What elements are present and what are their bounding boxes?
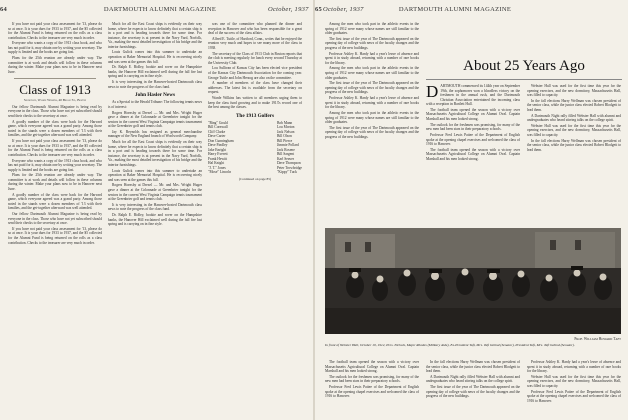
paragraph: Dr. Ralph E. Ridley, bookie and rover on the Hampshire banks, the Hanover Hill exclaimed well during the fall fire last spring and is carrying on in fine style. [108,213,202,227]
left-column-2 [108,22,202,228]
paragraph: Among the men who took part in the athletic events in the spring of 1912 were many whose names are still familiar to the older graduates. [325,110,419,125]
historic-photograph [325,228,621,334]
paragraph: Warde Wilkins has written to all members urging them to keep the class fund growing and to make 1913's record one of the best among the classes. [208,96,302,110]
list-item: Dave Thompson [276,161,301,166]
list-item: Bill Pierce [276,138,293,143]
list-item: Peter Trowbridge [276,165,302,170]
right-bottom-column-3 [527,360,621,418]
publication-title: DARTMOUTH ALUMNI MAGAZINE [398,6,512,13]
golfers-name-list [208,121,302,175]
paragraph: If you have not paid your class assessment for '13, please do so at once. It is your dues for 1933 to 1937, and the $5 collected for the Alumni Fund is being returned on the rolls as a class contribution. Checks to the treasurer are very much in order. [8,22,102,40]
list-item: Dave Carter [208,134,226,139]
publication-title: DARTMOUTH ALUMNI MAGAZINE [103,6,217,13]
list-item: Don Cunningham [208,138,234,143]
paragraph: Our fellow Dartmouth Alumni Magazine is being read by everyone in the class. Those who have not yet subscribed should send their checks to the secretary at once. [8,212,102,226]
class-secretary: Secretary, Warde Wilkins, 40 Broad St., Boston [23,98,87,103]
section-subheading: John Hasler News [135,92,175,99]
article-lead: DARTMOUTH commenced its 144th year on September 19th, the sophomores won a bloodless victory on the freshmen in the annual rush, and the Dartmouth Christian Association entertained the incoming class with a reception in Bartlett Hall. [426,84,520,107]
names-right-list [277,121,302,175]
list-item: Jack Rosene [276,147,295,152]
list-item: Hal Knight [208,161,225,166]
class-heading: Class of 1913 [19,82,91,98]
paragraph: A Dartmouth Night rally filled Webster Hall with alumni and undergraduates who heard stirring talks on the college spirit. [527,113,621,123]
divider [14,78,96,79]
list-item: "Bing" Gould [208,120,228,125]
article-title: About 25 Years Ago [463,58,585,74]
right-column-2 [426,84,520,222]
paragraph: The first issue of the year of The Dartmouth appeared on the opening day of college with news of the faculty changes and the progress of the new buildings. [426,385,520,399]
list-item: "Mose" Lincoln [208,170,231,175]
paragraph: Our fellow Dartmouth Alumni Magazine is being read by everyone in the class. Those who have not yet subscribed should send their checks to the secretary at once. [8,104,102,119]
list-item: Frank Hewitt [208,156,228,161]
paragraph: The first issue of the year of The Dartmouth appeared on the opening day of college with news of the faculty changes and the progress of the new buildings. [325,125,419,139]
page-number: 65 [315,6,323,13]
title-divider [426,79,622,80]
paragraph: The football team opened the season with a victory over Massachusetts Agricultural College on Alumni Oval. Captain Marshall and his men looked strong. [426,107,520,122]
issue-month: October, 1937 [268,6,309,13]
left-page [0,0,313,420]
paragraph: As a Special to the Herald Tribune: The following tennis news is of interest: [108,100,202,109]
paragraph: Lou Sullivan of Kansas City has been elected vice president of the Kansas City Dartmouth Association for the coming year. George Tuttle and John Herzog are also on the committee. [208,66,302,80]
paragraph: The football team opened the season with a victory over Massachusetts Agricultural College on Alumni Oval. Captain Marshall and his men looked strong. [325,360,419,374]
names-left-list [208,121,234,175]
list-item: Cliff Clarke [208,129,226,134]
paragraph: Much for all the East Coast ships is evidently on their way home, where he expects to know definitely that a certain ship is in a port and is heading towards there for some time. For instance, the secretary is at present in the Navy Yard, Norfolk, Va., making the most detailed investigation of his bridge and the interior furnishings. [108,22,202,49]
list-item: Karl Seaver [276,156,294,161]
paragraph: Rogers Hornsby at Drexel — Mr. and Mrs. Wright Huger gave a dinner at the Colonnade at Greenbrier tonight for the seniors in the current West Virginia Campaign tennis tournament at the Greenbrier golf and tennis club. [108,110,202,129]
paragraph: The outlook for the freshmen was promising, for many of the new men had been stars in their preparatory schools. [325,374,419,384]
photo-caption: In front of Webster Hall, October 10, 1912, Pres. Nichols, Major Rhodes (Military Aide), Ex-President Taft, Mrs. Taft behind (Senator), President Taft, Mrs. Taft behind (Senator). [325,343,575,347]
drop-cap: D [426,84,439,101]
paragraph: In the fall elections Harry Wellman was chosen president of the senior class, while the junior class elected Robert Blodgett to lead them. [527,98,621,112]
paragraph: Professor Ashley K. Hardy had a year's leave of absence and spent it in study abroad, returning with a number of rare books for the library. [527,360,621,374]
continued-note: (Continued on page 85) [238,176,272,181]
paragraph: Professor Fred Lewis Pattee of the Department of English spoke at the opening chapel exercises and welcomed the class of 1916 to Hanover. [325,385,419,399]
list-item: Bill Cornwall [208,125,228,130]
paragraph: The football team opened the season with a victory over Massachusetts Agricultural College on Alumni Oval. Captain Marshall and his men looked strong. [426,147,520,161]
list-item: Bill Olson [276,134,292,139]
paragraph: The secretary of the Class of 1913 Club in Boston reports that the club is meeting regularly for lunch every second Thursday at the University Club. [208,51,302,65]
paragraph: In the fall elections Harry Wellman was chosen president of the senior class, while the junior class elected Robert Blodgett to lead them. [426,360,520,374]
list-item: Jack Nelson [276,129,295,134]
paragraph: Professor Ashley K. Hardy had a year's leave of absence and spent it in study abroad, returning with a number of rare books for the library. [325,96,419,110]
paragraph: It is very interesting in the Hanover-hosted Dartmouth class news to note the progress of the class fund. [108,202,202,212]
list-item: "J. T." Jones [208,165,226,170]
paragraph: Much for all the East Coast ships is evidently on their way home, where he expects to know definitely that a certain ship is in a port and is heading towards there for some time. For instance, the secretary is at present in the Navy Yard, Norfolk, Va., making the most detailed investigation of his bridge and the interior furnishings. [108,140,202,167]
list-item: Dave Findley [208,143,228,148]
list-item: Lou Morton [276,125,295,130]
paragraph: Professor Ashley K. Hardy had a year's leave of absence and spent it in study abroad, returning with a number of rare books for the library. [325,51,419,65]
paragraph: was one of the committee who planned the dinner and reception in Hanover and who has been responsible for a great deal of the success of the class affairs. [208,22,302,36]
paragraph: Plans for the 25th reunion are already under way. The committee is at work and details will follow in these columns during the winter. Make your plans now to be in Hanover next June. [8,56,102,74]
paragraph: Louis Gulick comes into this summer to undertake an operation at Baker Memorial Hospital. He is recovering nicely and was seen at the games this fall. [108,168,202,182]
paragraph: A goodly number of the class were back for the Harvard game, which everyone agreed was a grand party. Among those noted in the stands were a dozen members of '13 with their families, and the get-together afterward was well attended. [8,192,102,211]
left-column-3 [208,22,302,181]
right-column-1 [325,22,419,222]
issue-month: October, 1937 [323,6,364,13]
list-item: Harry Everett [208,152,228,157]
crowd-photo-image [325,228,621,334]
names-list-title: The 1913 Golfers [235,112,275,119]
right-bottom-column-1 [325,360,419,418]
right-page [315,0,628,420]
paragraph: Professor Fred Lewis Pattee of the Department of English spoke at the opening chapel exercises and welcomed the class of 1916 to Hanover. [527,389,621,403]
paragraph: In the fall elections Harry Wellman was chosen president of the senior class, while the junior class elected Robert Blodgett to lead them. [527,138,621,152]
paragraph: A Dartmouth Night rally filled Webster Hall with alumni and undergraduates who heard stirring talks on the college spirit. [426,374,520,384]
paragraph: Everyone who wants a copy of the 1913 class book, and who has not paid for it, may obtain one by writing your secretary. The supply is limited and the books are going fast. [8,41,102,55]
paragraph: Louis Gulick comes into this summer to undertake an operation at Baker Memorial Hospital. He is recovering nicely and was seen at the games this fall. [108,50,202,64]
paragraph: A number of members of the class have changed their addresses. The latest list is available from the secretary on request. [208,81,302,95]
paragraph: Plans for the 25th reunion are already under way. The committee is at work and details will follow in these columns during the winter. Make your plans now to be in Hanover next June. [8,173,102,191]
paragraph: Jay K. Reynolds has resigned as general merchandise manager of the New England branch of Woolworth Company. [108,129,202,139]
paragraph: Alfred E. Tuttle, of Hartford, Conn., writes that he enjoyed the reunion very much and hopes to see many more of the class in 1938. [208,36,302,50]
paragraph: Everyone who wants a copy of the 1913 class book, and who has not paid for it, may obtain one by writing your secretary. The supply is limited and the books are going fast. [8,158,102,172]
right-page-header [315,6,512,13]
right-column-3 [527,84,621,222]
list-item: "Kippy" Tuck [276,170,297,175]
left-column-1 [8,22,102,246]
paragraph: Among the men who took part in the athletic events in the spring of 1912 were many whose names are still familiar to the older graduates. [325,66,419,80]
paragraph: It is very interesting in the Hanover-hosted Dartmouth class news to note the progress of the class fund. [108,80,202,89]
left-page-header [0,6,309,13]
paragraph: Among the men who took part in the athletic events in the spring of 1912 were many whose names are still familiar to the older graduates. [325,22,419,36]
paragraph: If you have not paid your class assessment for '13, please do so at once. It is your dues for 1933 to 1937, and the $5 collected for the Alumni Fund is being returned on the rolls as a class contribution. Checks to the treasurer are very much in order. [8,139,102,157]
right-bottom-column-2 [426,360,520,418]
paragraph: Webster Hall was used for the first time this year for the opening exercises, and the new dormitory, Massachusetts Hall, was filled to capacity. [527,374,621,388]
paragraph: The first issue of the year of The Dartmouth appeared on the opening day of college with news of the faculty changes and the progress of the new buildings. [325,81,419,95]
paragraph: A goodly number of the class were back for the Harvard game, which everyone agreed was a grand party. Among those noted in the stands were a dozen members of '13 with their families, and the get-together afterward was well attended. [8,119,102,138]
paragraph: The first issue of the year of The Dartmouth appeared on the opening day of college with news of the faculty changes and the progress of the new buildings. [325,36,419,50]
list-item: Jimmie Pollard [276,143,299,148]
paragraph: Webster Hall was used for the first time this year for the opening exercises, and the new dormitory, Massachusetts Hall, was filled to capacity. [527,84,621,98]
paragraph: Webster Hall was used for the first time this year for the opening exercises, and the new dormitory, Massachusetts Hall, was filled to capacity. [527,123,621,138]
photo-credit: Prof. William Howard Taft [574,337,621,341]
list-item: Jake Enright [208,147,227,152]
page-number: 64 [0,6,8,13]
paragraph: Dr. Ralph E. Ridley, bookie and rover on the Hampshire banks, the Hanover Hill exclaimed well during the fall fire last spring and is carrying on in fine style. [108,65,202,79]
list-item: Bill Sargent [276,152,295,157]
paragraph: Rogers Hornsby at Drexel — Mr. and Mrs. Wright Huger gave a dinner at the Colonnade at Greenbrier tonight for the seniors in the current West Virginia Campaign tennis tournament at the Greenbrier golf and tennis club. [108,183,202,202]
paragraph: The outlook for the freshmen was promising, for many of the new men had been stars in their preparatory schools. [426,122,520,132]
paragraph: Professor Fred Lewis Pattee of the Department of English spoke at the opening chapel exercises and welcomed the class of 1916 to Hanover. [426,133,520,147]
list-item: Bob Mann [276,120,293,125]
paragraph: If you have not paid your class assessment for '13, please do so at once. It is your dues for 1933 to 1937, and the $5 collected for the Alumni Fund is being returned on the rolls as a class contribution. Checks to the treasurer are very much in order. [8,226,102,245]
